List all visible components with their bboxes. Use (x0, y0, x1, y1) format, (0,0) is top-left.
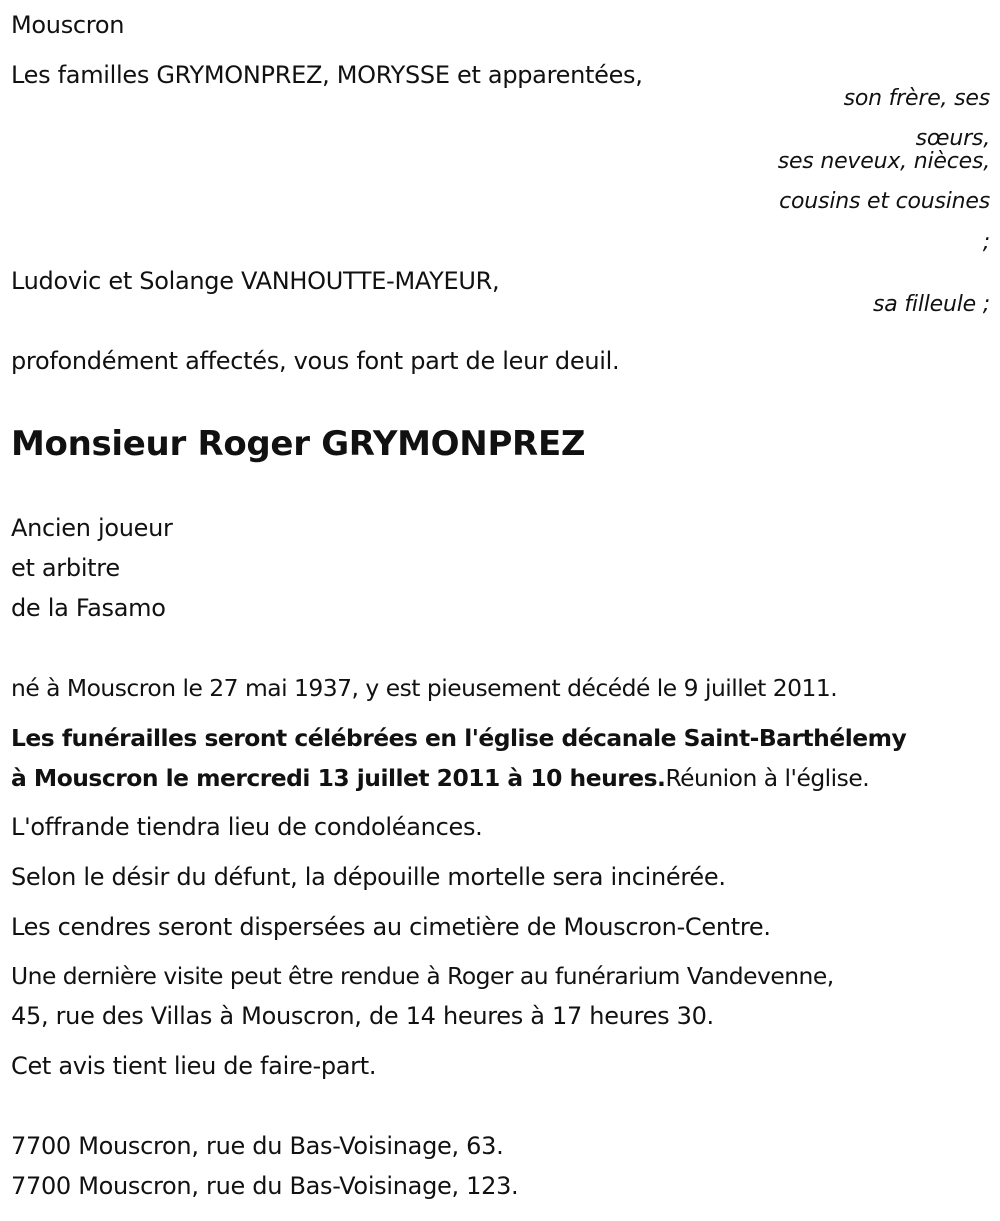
address-line-1: 7700 Mouscron, rue du Bas-Voisinage, 63. (11, 1132, 504, 1160)
deceased-name: Monsieur Roger GRYMONPREZ (11, 424, 586, 464)
families-line: Les familles GRYMONPREZ, MORYSSE et apparentées, (11, 61, 643, 89)
meeting-text: Réunion à l'église. (665, 764, 870, 792)
relation-line-4: cousins et cousines (779, 189, 990, 214)
affected-line: profondément affectés, vous font part de leur deuil. (11, 347, 620, 375)
cremation-line: Selon le désir du défunt, la dépouille mortelle sera incinérée. (11, 863, 726, 891)
description-line-3: de la Fasamo (11, 594, 166, 622)
relation-line-3: ses neveux, nièces, (777, 149, 990, 174)
ashes-line: Les cendres seront dispersées au cimetière de Mouscron-Centre. (11, 913, 771, 941)
relation-line-2: sœurs, (915, 126, 990, 151)
funeral-bold-line-1: Les funérailles seront célébrées en l'église décanale Saint-Barthélemy (11, 724, 907, 752)
city-heading: Mouscron (11, 11, 125, 39)
funeral-bold-line-2: à Mouscron le mercredi 13 juillet 2011 à 10 heures. (11, 764, 666, 792)
description-line-2: et arbitre (11, 554, 120, 582)
funeral-line-2 (11, 763, 869, 793)
notice-line: Cet avis tient lieu de faire-part. (11, 1052, 377, 1080)
visit-line-1: Une dernière visite peut être rendue à Roger au funérarium Vandevenne, (11, 962, 834, 990)
address-line-2: 7700 Mouscron, rue du Bas-Voisinage, 123. (11, 1172, 519, 1200)
godchild-line: Ludovic et Solange VANHOUTTE-MAYEUR, (11, 267, 500, 295)
birth-death-line: né à Mouscron le 27 mai 1937, y est pieusement décédé le 9 juillet 2011. (11, 674, 838, 702)
offering-line: L'offrande tiendra lieu de condoléances. (11, 813, 483, 841)
relation-line-5: ; (982, 230, 990, 255)
visit-line-2: 45, rue des Villas à Mouscron, de 14 heures à 17 heures 30. (11, 1002, 714, 1030)
description-line-1: Ancien joueur (11, 514, 173, 542)
relation-line-1: son frère, ses (843, 86, 990, 111)
godchild-relation: sa filleule ; (873, 292, 990, 317)
